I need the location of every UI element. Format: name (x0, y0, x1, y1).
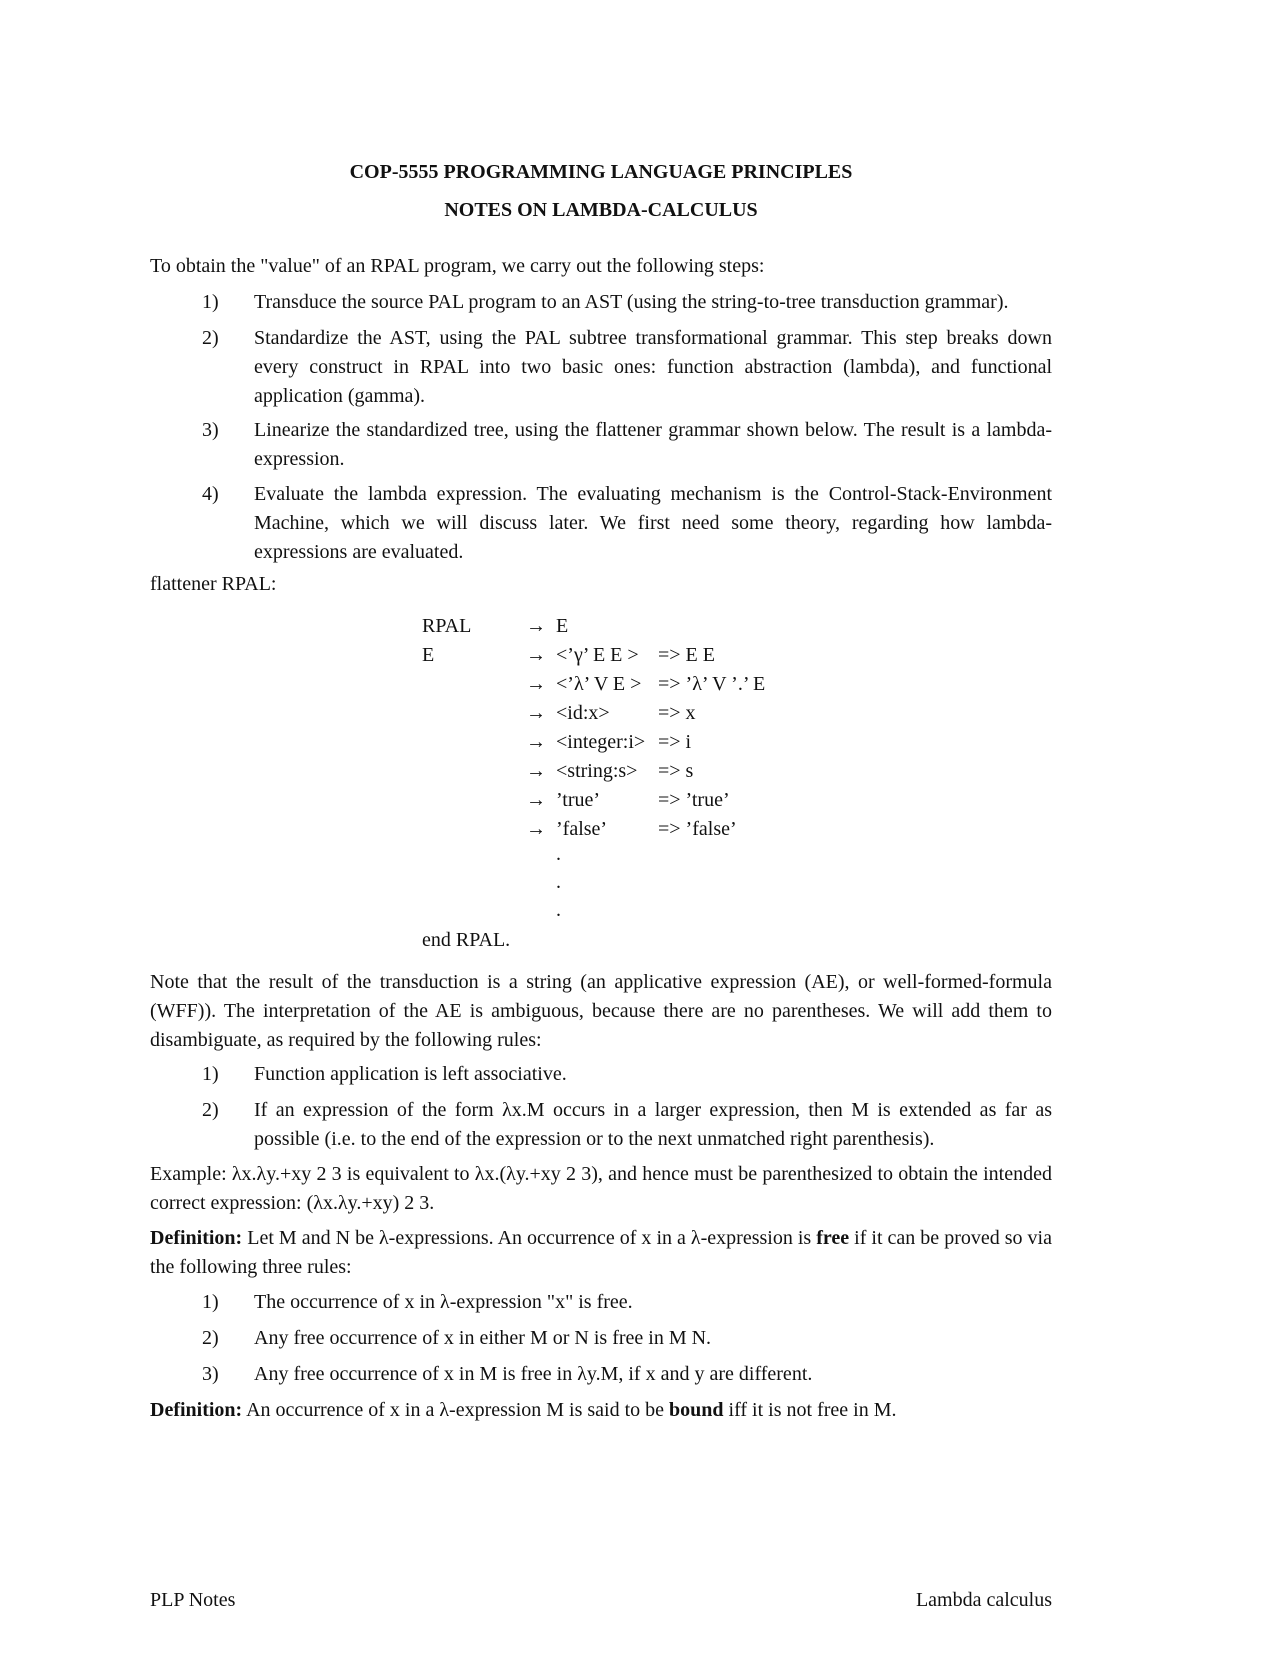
grammar-arrow: → (526, 731, 546, 753)
step-text: Transduce the source PAL program to an AST (using the string-to-tree transduction grammar). (254, 291, 1009, 313)
step-number: 2) (202, 327, 219, 349)
document-subtitle: NOTES ON LAMBDA-CALCULUS (444, 199, 758, 221)
step-text: Linearize the standardized tree, using the flattener grammar shown below. The result is a lambda-expression. (254, 419, 1052, 470)
grammar-output: => x (658, 702, 696, 724)
definition-label: Definition: (150, 1227, 243, 1249)
grammar-rhs: <integer:i> (556, 731, 646, 753)
rule-text: Function application is left associative. (254, 1063, 567, 1085)
grammar-rule (422, 670, 922, 699)
rule-number: 1) (202, 1291, 219, 1313)
grammar-arrow: → (526, 702, 546, 724)
grammar-arrow: → (526, 673, 546, 695)
grammar-end-text: end RPAL. (422, 929, 511, 951)
grammar-arrow: → (526, 644, 546, 666)
grammar-rule (422, 757, 922, 786)
grammar-rhs: ’true’ (556, 789, 601, 811)
step-number: 1) (202, 291, 219, 313)
rule-text: The occurrence of x in λ-expression "x" is free. (254, 1291, 633, 1313)
grammar-output: => E E (658, 644, 715, 666)
footer-left: PLP Notes (150, 1589, 236, 1611)
grammar-lhs: E (422, 644, 435, 666)
definition-term: bound (669, 1399, 724, 1421)
grammar-ellipsis: . (556, 871, 561, 893)
grammar-rule (422, 641, 922, 670)
definition-bound (150, 1396, 1052, 1425)
definition-text: if it can be proved so via the following three rules: (150, 1227, 1052, 1278)
step-number: 4) (202, 483, 219, 505)
grammar-arrow: → (526, 615, 546, 637)
definition-term: free (816, 1227, 850, 1249)
grammar-arrow: → (526, 789, 546, 811)
grammar-rhs: <id:x> (556, 702, 610, 724)
definition-text: Let M and N be λ-expressions. An occurrence of x in a λ-expression is (242, 1227, 817, 1249)
grammar-output: => i (658, 731, 692, 753)
definition-free (150, 1224, 1052, 1282)
grammar-end (422, 926, 922, 955)
grammar-arrow: → (526, 760, 546, 782)
rule-number: 3) (202, 1363, 219, 1385)
grammar-ellipsis: . (556, 899, 561, 921)
grammar-ellipsis: . (556, 843, 561, 865)
definition-text: An occurrence of x in a λ-expression M is said to be (242, 1399, 670, 1421)
rule-number: 1) (202, 1063, 219, 1085)
grammar-rhs: <’γ’ E E > (556, 644, 639, 666)
grammar-output: => ’false’ (658, 818, 737, 840)
grammar-rhs: ’false’ (556, 818, 608, 840)
document-title: COP-5555 PROGRAMMING LANGUAGE PRINCIPLES (349, 161, 853, 183)
grammar-rule (422, 728, 922, 757)
example-paragraph: Example: λx.λy.+xy 2 3 is equivalent to λx.(λy.+xy 2 3), and hence must be parenthesized to obtain the intended correct expression: (λx.λy.+xy) 2 3. (150, 1163, 1052, 1214)
grammar-arrow: → (526, 818, 546, 840)
grammar-rule (422, 699, 922, 728)
definition-text: iff it is not free in M. (723, 1399, 897, 1421)
intro-paragraph: To obtain the "value" of an RPAL program, we carry out the following steps: (150, 255, 765, 277)
grammar-rule (422, 815, 922, 844)
grammar-output: => ’true’ (658, 789, 730, 811)
grammar-rule (422, 612, 922, 641)
footer-right: Lambda calculus (915, 1589, 1052, 1611)
grammar-rule (422, 786, 922, 815)
rule-text: If an expression of the form λx.M occurs in a larger expression, then M is extended as far as possible (i.e. to the end of the expression or to the next unmatched right parenthesis). (254, 1099, 1052, 1150)
rule-number: 2) (202, 1327, 219, 1349)
grammar-rhs: E (556, 615, 569, 637)
grammar-rhs: <string:s> (556, 760, 638, 782)
grammar-output: => s (658, 760, 694, 782)
grammar-rhs: <’λ’ V E > (556, 673, 642, 695)
grammar-output: => ’λ’ V ’.’ E (658, 673, 766, 695)
step-number: 3) (202, 419, 219, 441)
flattener-label: flattener RPAL: (150, 573, 277, 595)
step-text: Evaluate the lambda expression. The evaluating mechanism is the Control-Stack-Environment Machine, which we will discuss later. We first need some theory, regarding how lambda-expressions are evaluated. (254, 483, 1052, 563)
definition-label: Definition: (150, 1399, 243, 1421)
grammar-lhs: RPAL (422, 615, 472, 637)
step-text: Standardize the AST, using the PAL subtree transformational grammar. This step breaks down every construct in RPAL into two basic ones: function abstraction (lambda), and functional application (gamma). (254, 327, 1052, 407)
rule-number: 2) (202, 1099, 219, 1121)
rule-text: Any free occurrence of x in M is free in λy.M, if x and y are different. (254, 1363, 813, 1385)
note-paragraph: Note that the result of the transduction is a string (an applicative expression (AE), or well-formed-formula (WFF)). The interpretation of the AE is ambiguous, because there are no parentheses. We will add them to disambiguate, as required by the following rules: (150, 971, 1052, 1051)
rule-text: Any free occurrence of x in either M or N is free in M N. (254, 1327, 712, 1349)
